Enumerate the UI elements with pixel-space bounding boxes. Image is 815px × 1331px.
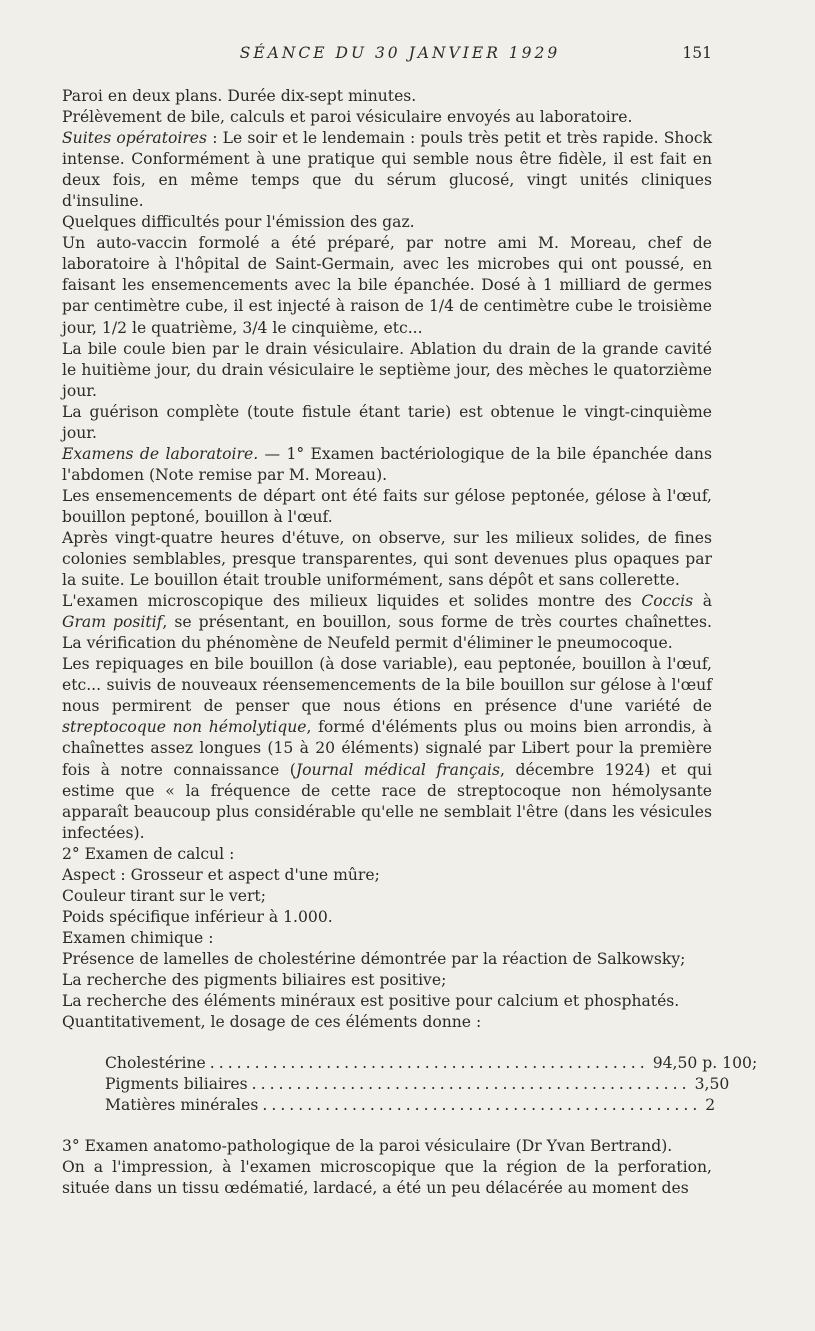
paragraph: Présence de lamelles de cholestérine démontrée par la réaction de Salkowsky;: [62, 949, 686, 968]
paragraph: [62, 591, 712, 654]
paragraph: Un auto-vaccin formolé a été préparé, par notre ami M. Moreau, chef de laboratoire à l'hôpital de Saint-Germain, avec les microbes qui ont poussé, en faisant les ensemencements avec la bile épanchée. Dosé à 1 milliard de germes par centimètre cube, il est injecté à raison de 1/4 de centimètre cube le troisième jour, 1/2 le quatrième, 3/4 le cinquième, etc...: [62, 234, 712, 337]
text-run: à: [693, 592, 712, 611]
text-run: , se présentant, en bouillon, sous forme de très courtes chaînettes. La vérification du phénomène de Neufeld permit d'éliminer le pneumocoque.: [62, 613, 712, 653]
paragraph: Prélèvement de bile, calculs et paroi vésiculaire envoyés au laboratoire.: [62, 108, 633, 127]
italic-run: Journal médical français: [295, 760, 500, 779]
paragraph: La recherche des pigments biliaires est positive;: [62, 970, 447, 989]
italic-run: Gram positif: [62, 613, 163, 632]
paragraph: [62, 654, 712, 843]
page-header: [0, 42, 800, 68]
paragraph: Quantitativement, le dosage de ces éléments donne :: [62, 1013, 482, 1032]
paragraph: La guérison complète (toute fistule étant tarie) est obtenue le vingt-cinquième jour.: [62, 402, 712, 442]
measurement-value: 94,50 p. 100;: [652, 1054, 758, 1073]
measurement-table: [105, 1053, 758, 1116]
leader-dots: .................................................: [251, 1075, 691, 1094]
paragraph: Quelques difficultés pour l'émission des gaz.: [62, 213, 415, 232]
measurement-label: Pigments biliaires: [105, 1075, 248, 1094]
paragraph-text: : Le soir et le lendemain : pouls très petit et très rapide. Shock intense. Conformément à une pratique qui semble nous être fidèle, il est fait en deux fois, en même temps que du sérum glucosé, vingt unités cliniques d'insuline.: [62, 129, 713, 211]
running-head: SÉANCE DU 30 JANVIER 1929: [239, 44, 561, 62]
paragraph: 3° Examen anatomo-pathologique de la paroi vésiculaire (Dr Yvan Bertrand).: [62, 1137, 673, 1156]
paragraph: Les ensemencements de départ ont été faits sur gélose peptonée, gélose à l'œuf, bouillon peptoné, bouillon à l'œuf.: [62, 486, 712, 526]
paragraph: On a l'impression, à l'examen microscopique que la région de la perforation, située dans un tissu œdématié, lardacé, a été un peu délacérée au moment des: [62, 1158, 712, 1198]
body-text: [62, 86, 758, 1199]
leader-dots: .................................................: [262, 1096, 702, 1115]
paragraph: Couleur tirant sur le vert;: [62, 886, 266, 905]
measurement-value: 2: [705, 1096, 716, 1115]
paragraph: La bile coule bien par le drain vésiculaire. Ablation du drain de la grande cavité le huitième jour, du drain vésiculaire le septième jour, des mèches le quatorzième jour.: [62, 339, 712, 400]
page-number: 151: [682, 44, 712, 62]
paragraph: Après vingt-quatre heures d'étuve, on observe, sur les milieux solides, de fines colonies semblables, presque transparentes, qui sont devenues plus opaques par la suite. Le bouillon était trouble uniformément, sans dépôt et sans collerette.: [62, 528, 712, 590]
text-run: , formé d'éléments plus ou moins bien arrondis, à chaînettes assez longues (15 à 20 éléments) signalé par Libert pour la première fois à notre connaissance (: [62, 718, 712, 779]
paragraph: La recherche des éléments minéraux est positive pour calcium et phosphatés.: [62, 992, 680, 1011]
text-run: , décembre 1924) et qui estime que « la fréquence de cette race de streptocoque non hémolysante apparaît beaucoup plus considérable qu'elle ne semblait l'être (dans les vésicules infectées).: [62, 760, 712, 842]
measurement-label: Matières minérales: [105, 1096, 259, 1115]
measurement-value: 3,50: [694, 1075, 730, 1094]
paragraph: Examen chimique :: [62, 928, 214, 947]
text-run: L'examen microscopique des milieux liquides et solides montre des: [62, 592, 642, 611]
paragraph: 2° Examen de calcul :: [62, 844, 235, 863]
italic-run: streptocoque non hémolytique: [62, 718, 307, 737]
measurement-label: Cholestérine: [105, 1054, 206, 1073]
measurement-row: [105, 1074, 730, 1095]
paragraph: Aspect : Grosseur et aspect d'une mûre;: [62, 865, 380, 884]
paragraph-text: — 1° Examen bactériologique de la bile épanchée dans l'abdomen (Note remise par M. Moreau).: [62, 444, 712, 484]
leader-dots: .................................................: [209, 1054, 649, 1073]
paragraph: Paroi en deux plans. Durée dix-sept minutes.: [62, 87, 417, 105]
italic-lead: Examens de laboratoire.: [62, 444, 259, 463]
measurement-row: [105, 1053, 758, 1074]
paragraph: [62, 128, 712, 212]
paragraph: Poids spécifique inférieur à 1.000.: [62, 907, 333, 926]
italic-lead: Suites opératoires: [62, 129, 208, 148]
paragraph: [62, 444, 712, 486]
italic-run: Coccis: [641, 592, 694, 611]
text-run: Les repiquages en bile bouillon (à dose variable), eau peptonée, bouillon à l'œuf, etc... suivis de nouveaux réensemencements de la bile bouillon sur gélose à l'œuf nous permirent de penser que nous étions en présence d'une variété de: [62, 655, 712, 716]
measurement-row: [105, 1095, 716, 1116]
